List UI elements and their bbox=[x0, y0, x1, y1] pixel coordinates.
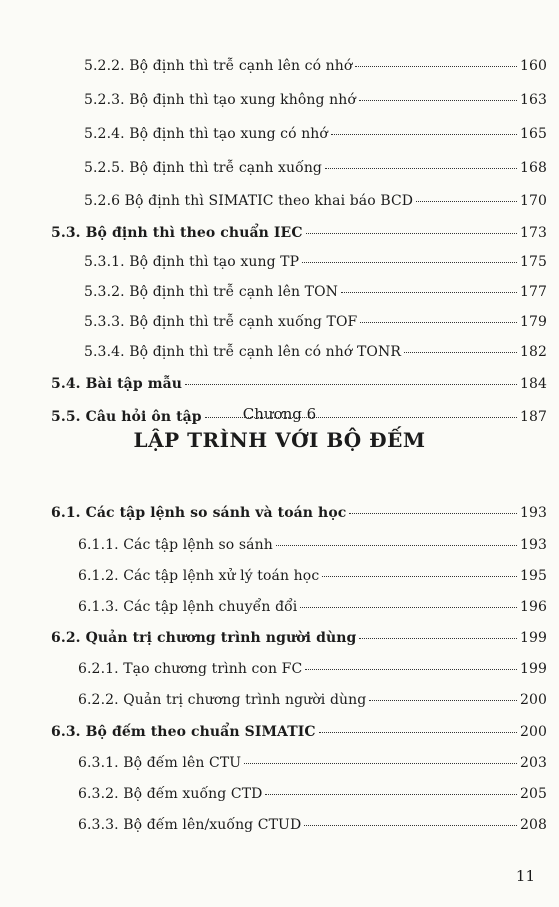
toc-entry-page: 203 bbox=[519, 755, 547, 771]
toc-subsection-entry bbox=[78, 599, 547, 615]
dot-leader bbox=[185, 384, 517, 385]
dot-leader bbox=[341, 292, 517, 293]
toc-subsection-entry bbox=[78, 537, 547, 553]
toc-entry-page: 208 bbox=[519, 817, 547, 833]
dot-leader bbox=[355, 66, 517, 67]
dot-leader bbox=[319, 732, 517, 733]
toc-entry-title: 5.2.3. Bộ định thì tạo xung không nhớ bbox=[84, 92, 356, 108]
toc-entry-page: 184 bbox=[519, 376, 547, 392]
toc-entry-page: 175 bbox=[519, 254, 547, 270]
toc-entry-title: 6.2.2. Quản trị chương trình người dùng bbox=[78, 692, 367, 708]
dot-leader bbox=[306, 233, 517, 234]
toc-entry-title: 6.2. Quản trị chương trình người dùng bbox=[51, 630, 357, 646]
toc-entry-title: 6.1.3. Các tập lệnh chuyển đổi bbox=[78, 599, 298, 615]
toc-entry-page: 182 bbox=[519, 344, 547, 360]
toc-entry-title: 5.2.5. Bộ định thì trễ cạnh xuống bbox=[84, 160, 322, 176]
toc-subsection-entry bbox=[84, 193, 547, 209]
toc-entry-title: 5.5. Câu hỏi ôn tập bbox=[51, 409, 202, 425]
dot-leader bbox=[331, 134, 517, 135]
toc-entry-title: 5.2.6 Bộ định thì SIMATIC theo khai báo BCD bbox=[84, 193, 414, 209]
toc-subsection-entry bbox=[84, 314, 547, 330]
toc-entry-title: 6.3. Bộ đếm theo chuẩn SIMATIC bbox=[51, 724, 316, 740]
toc-entry-title: 5.4. Bài tập mẫu bbox=[51, 376, 183, 392]
toc-subsection-entry bbox=[78, 755, 547, 771]
dot-leader bbox=[305, 669, 517, 670]
toc-entry-page: 165 bbox=[519, 126, 547, 142]
toc-subsection-entry bbox=[78, 661, 547, 677]
toc-entry-title: 6.3.2. Bộ đếm xuống CTD bbox=[78, 786, 263, 802]
toc-entry-page: 195 bbox=[519, 568, 547, 584]
dot-leader bbox=[304, 825, 517, 826]
toc-entry-title: 5.3.3. Bộ định thì trễ cạnh xuống TOF bbox=[84, 314, 358, 330]
toc-entry-page: 200 bbox=[519, 692, 547, 708]
toc-entry-page: 168 bbox=[519, 160, 547, 176]
toc-entry-page: 196 bbox=[519, 599, 547, 615]
toc-entry-title: 5.3.4. Bộ định thì trễ cạnh lên có nhớ TONR bbox=[84, 344, 402, 360]
dot-leader bbox=[359, 100, 517, 101]
toc-entry-page: 205 bbox=[519, 786, 547, 802]
toc-subsection-entry bbox=[84, 254, 547, 270]
page-number: 11 bbox=[515, 867, 535, 885]
chapter-title: LẬP TRÌNH VỚI BỘ ĐẾM bbox=[133, 428, 426, 452]
dot-leader bbox=[300, 607, 517, 608]
toc-entry-title: 6.3.3. Bộ đếm lên/xuống CTUD bbox=[78, 817, 302, 833]
toc-subsection-entry bbox=[78, 817, 547, 833]
toc-entry-title: 5.2.2. Bộ định thì trễ cạnh lên có nhớ bbox=[84, 58, 353, 74]
toc-section-entry bbox=[51, 225, 547, 241]
toc-subsection-entry bbox=[84, 160, 547, 176]
toc-section-entry bbox=[51, 630, 547, 646]
dot-leader bbox=[369, 700, 517, 701]
toc-section-entry bbox=[51, 724, 547, 740]
dot-leader bbox=[359, 638, 517, 639]
chapter-label: Chương 6 bbox=[242, 405, 317, 423]
toc-section-entry bbox=[51, 376, 547, 392]
dot-leader bbox=[325, 168, 517, 169]
toc-section-entry bbox=[51, 505, 547, 521]
toc-entry-title: 5.3.2. Bộ định thì trễ cạnh lên TON bbox=[84, 284, 339, 300]
dot-leader bbox=[244, 763, 517, 764]
dot-leader bbox=[302, 262, 517, 263]
toc-entry-title: 5.2.4. Bộ định thì tạo xung có nhớ bbox=[84, 126, 328, 142]
dot-leader bbox=[349, 513, 517, 514]
toc-entry-page: 193 bbox=[519, 505, 547, 521]
toc-entry-title: 5.3.1. Bộ định thì tạo xung TP bbox=[84, 254, 300, 270]
toc-entry-page: 160 bbox=[519, 58, 547, 74]
toc-entry-page: 199 bbox=[519, 661, 547, 677]
toc-subsection-entry bbox=[78, 786, 547, 802]
toc-entry-page: 200 bbox=[519, 724, 547, 740]
toc-entry-title: 6.1.2. Các tập lệnh xử lý toán học bbox=[78, 568, 320, 584]
toc-entry-page: 193 bbox=[519, 537, 547, 553]
toc-entry-page: 173 bbox=[519, 225, 547, 241]
dot-leader bbox=[404, 352, 517, 353]
dot-leader bbox=[360, 322, 517, 323]
dot-leader bbox=[265, 794, 516, 795]
toc-entry-title: 6.1.1. Các tập lệnh so sánh bbox=[78, 537, 273, 553]
toc-subsection-entry bbox=[84, 126, 547, 142]
toc-subsection-entry bbox=[84, 92, 547, 108]
dot-leader bbox=[416, 201, 517, 202]
toc-subsection-entry bbox=[78, 568, 547, 584]
dot-leader bbox=[276, 545, 517, 546]
toc-entry-page: 177 bbox=[519, 284, 547, 300]
toc-subsection-entry bbox=[84, 284, 547, 300]
toc-entry-page: 170 bbox=[519, 193, 547, 209]
toc-entry-page: 187 bbox=[519, 409, 547, 425]
toc-subsection-entry bbox=[84, 344, 547, 360]
toc-entry-title: 6.3.1. Bộ đếm lên CTU bbox=[78, 755, 242, 771]
toc-subsection-entry bbox=[78, 692, 547, 708]
toc-subsection-entry bbox=[84, 58, 547, 74]
toc-entry-page: 199 bbox=[519, 630, 547, 646]
toc-entry-page: 163 bbox=[519, 92, 547, 108]
dot-leader bbox=[322, 576, 517, 577]
toc-entry-title: 5.3. Bộ định thì theo chuẩn IEC bbox=[51, 225, 303, 241]
toc-entry-title: 6.1. Các tập lệnh so sánh và toán học bbox=[51, 505, 347, 521]
toc-entry-title: 6.2.1. Tạo chương trình con FC bbox=[78, 661, 303, 677]
toc-entry-page: 179 bbox=[519, 314, 547, 330]
